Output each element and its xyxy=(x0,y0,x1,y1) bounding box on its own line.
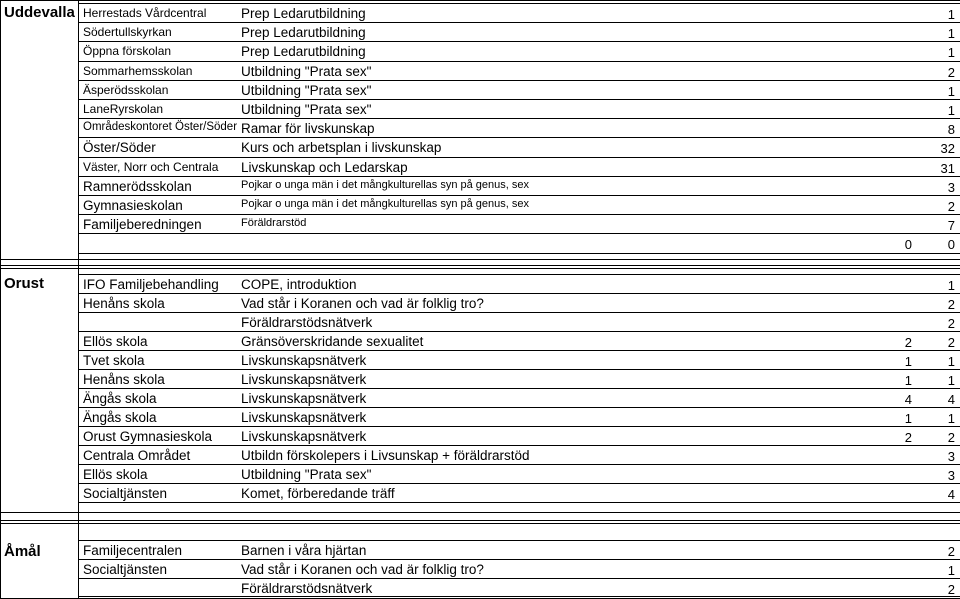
table-cell-activity: Prep Ledarutbildning xyxy=(241,25,366,41)
section-top-border xyxy=(0,523,960,524)
table-cell-value-1: 0 xyxy=(904,237,912,253)
table-cell-place: Öster/Söder xyxy=(83,140,156,156)
table-cell-place: Områdeskontoret Öster/Söder xyxy=(83,121,238,134)
row-separator xyxy=(78,157,960,158)
table-cell-place: Familjeberedningen xyxy=(83,217,202,233)
left-border xyxy=(0,0,1,598)
row-separator xyxy=(78,502,960,503)
section-bottom-border xyxy=(0,512,960,513)
table-cell-activity: Kurs och arbetsplan i livskunskap xyxy=(241,140,442,156)
table-cell-activity: Prep Ledarutbildning xyxy=(241,6,366,21)
region-label: Uddevalla xyxy=(4,4,75,21)
table-cell-activity: Pojkar o unga män i det mångkulturellas syn på genus, sex xyxy=(241,198,529,210)
section-top-border xyxy=(0,268,960,269)
section-top-border xyxy=(0,520,960,521)
table-cell-value-2: 0 xyxy=(947,237,955,253)
table-cell-activity: Utbildning "Prata sex" xyxy=(241,467,372,482)
table-cell-activity: Prep Ledarutbildning xyxy=(241,44,366,60)
table-cell-place: Södertullskyrkan xyxy=(83,25,172,40)
table-cell-activity: Utbildn förskolepers i Livsunskap + föräldrarstöd xyxy=(241,448,530,463)
table-cell-activity: Vad står i Koranen och vad är folklig tro? xyxy=(241,296,484,311)
row-separator xyxy=(78,80,960,81)
table-cell-activity: COPE, introduktion xyxy=(241,277,357,292)
table-cell-value-2: 4 xyxy=(947,487,955,502)
table-cell-activity: Utbildning "Prata sex" xyxy=(241,82,372,98)
table-cell-value-2: 2 xyxy=(947,335,955,350)
table-cell-value-2: 31 xyxy=(940,160,955,176)
row-separator xyxy=(78,61,960,62)
table-cell-place: Sommarhemsskolan xyxy=(83,63,193,78)
table-cell-activity: Utbildning "Prata sex" xyxy=(241,102,372,117)
row-separator xyxy=(78,312,960,313)
table-cell-value-2: 1 xyxy=(947,83,955,99)
table-cell-place: Henåns skola xyxy=(83,296,165,311)
table-cell-value-1: 2 xyxy=(904,430,912,445)
table-cell-activity: Föräldrarstöd xyxy=(241,217,307,230)
table-cell-activity: Vad står i Koranen och vad är folklig tro? xyxy=(241,561,484,577)
table-cell-place: Socialtjänsten xyxy=(83,561,168,577)
row-separator xyxy=(78,540,960,541)
row-separator xyxy=(78,369,960,370)
table-cell-place: Ramnerödsskolan xyxy=(83,178,192,194)
table-cell-activity: Livskunskapsnätverk xyxy=(241,391,367,406)
table-cell-value-1: 4 xyxy=(904,392,912,407)
table-cell-value-2: 2 xyxy=(947,64,955,80)
region-label: Orust xyxy=(4,275,45,292)
table-cell-place: Äsperödsskolan xyxy=(83,82,169,97)
table-cell-value-2: 1 xyxy=(947,45,955,61)
row-separator xyxy=(78,426,960,427)
table-cell-value-2: 1 xyxy=(947,26,955,42)
table-cell-place: Öppna förskolan xyxy=(83,44,172,59)
section-bottom-border xyxy=(0,259,960,260)
row-separator xyxy=(78,41,960,42)
table-cell-value-2: 2 xyxy=(947,199,955,214)
table-cell-value-2: 3 xyxy=(947,468,955,483)
table-cell-activity: Livskunskap och Ledarskap xyxy=(241,159,408,175)
table-cell-value-2: 2 xyxy=(947,316,955,331)
row-separator xyxy=(78,137,960,138)
table-cell-value-2: 1 xyxy=(947,373,955,388)
row-separator xyxy=(78,483,960,484)
table-cell-value-2: 1 xyxy=(947,411,955,426)
row-separator xyxy=(78,559,960,560)
table-cell-place: Ellös skola xyxy=(83,467,148,482)
table-cell-value-2: 2 xyxy=(947,581,955,597)
row-separator xyxy=(78,293,960,294)
table-cell-value-2: 7 xyxy=(947,218,955,234)
table-cell-value-2: 2 xyxy=(947,297,955,312)
row-separator xyxy=(78,253,960,254)
table-cell-activity: Utbildning "Prata sex" xyxy=(241,63,372,79)
row-separator xyxy=(78,118,960,119)
table-cell-value-2: 1 xyxy=(947,562,955,578)
table-cell-activity: Föräldrarstödsnätverk xyxy=(241,315,373,330)
table-cell-place: Orust Gymnasieskola xyxy=(83,429,213,444)
table-cell-place: Ängås skola xyxy=(83,391,157,406)
section-top-border xyxy=(0,265,960,266)
table-cell-value-2: 2 xyxy=(947,544,955,559)
table-cell-value-2: 1 xyxy=(947,7,955,22)
table-cell-activity: Komet, förberedande träff xyxy=(241,486,395,501)
table-cell-place: Henåns skola xyxy=(83,372,165,387)
row-separator xyxy=(78,464,960,465)
table-cell-value-1: 2 xyxy=(904,335,912,350)
table-cell-value-1: 1 xyxy=(904,373,912,388)
row-separator xyxy=(78,195,960,196)
table-cell-place: Ängås skola xyxy=(83,410,157,425)
table-cell-place: IFO Familjebehandling xyxy=(83,277,219,292)
row-separator xyxy=(78,214,960,215)
column-divider xyxy=(78,0,79,598)
table-cell-value-2: 8 xyxy=(947,122,955,138)
row-separator xyxy=(78,99,960,100)
table-cell-activity: Barnen i våra hjärtan xyxy=(241,543,367,558)
table-cell-value-1: 1 xyxy=(904,354,912,369)
table-cell-activity: Ramar för livskunskap xyxy=(241,121,375,137)
table-cell-value-2: 3 xyxy=(947,449,955,464)
table-cell-value-2: 3 xyxy=(947,179,955,195)
row-separator xyxy=(78,233,960,234)
table-cell-place: Väster, Norr och Centrala xyxy=(83,159,219,174)
table-cell-place: Centrala Området xyxy=(83,448,191,463)
table-cell-value-2: 1 xyxy=(947,103,955,118)
table-cell-activity: Gränsöverskridande sexualitet xyxy=(241,334,424,349)
table-cell-value-1: 1 xyxy=(904,411,912,426)
table-cell-value-2: 4 xyxy=(947,392,955,407)
table-cell-place: Gymnasieskolan xyxy=(83,198,183,213)
table-cell-place: Ellös skola xyxy=(83,334,148,349)
table-cell-activity: Livskunskapsnätverk xyxy=(241,353,367,368)
row-separator xyxy=(78,3,960,4)
table-cell-value-2: 1 xyxy=(947,354,955,369)
table-cell-place: Familjecentralen xyxy=(83,543,183,558)
table-cell-value-2: 1 xyxy=(947,278,955,293)
row-separator xyxy=(78,350,960,351)
table-cell-value-2: 32 xyxy=(940,141,955,157)
table-cell-value-2: 2 xyxy=(947,430,955,445)
section-top-border xyxy=(0,0,960,1)
table-cell-activity: Pojkar o unga män i det mångkulturellas syn på genus, sex xyxy=(241,178,529,191)
row-separator xyxy=(78,388,960,389)
table-cell-activity: Livskunskapsnätverk xyxy=(241,410,367,425)
table-cell-activity: Livskunskapsnätverk xyxy=(241,429,367,444)
table-cell-place: Socialtjänsten xyxy=(83,486,168,501)
row-separator xyxy=(78,176,960,177)
row-separator xyxy=(78,596,960,597)
row-separator xyxy=(78,274,960,275)
row-separator xyxy=(78,331,960,332)
table-cell-place: Tvet skola xyxy=(83,353,145,368)
table-cell-activity: Föräldrarstödsnätverk xyxy=(241,580,373,596)
table-cell-place: LaneRyrskolan xyxy=(83,102,164,116)
row-separator xyxy=(78,407,960,408)
row-separator xyxy=(78,22,960,23)
table-cell-activity: Livskunskapsnätverk xyxy=(241,372,367,387)
table-cell-place: Herrestads Vårdcentral xyxy=(83,6,207,20)
row-separator xyxy=(78,578,960,579)
region-label: Åmål xyxy=(4,543,41,560)
row-separator xyxy=(78,445,960,446)
